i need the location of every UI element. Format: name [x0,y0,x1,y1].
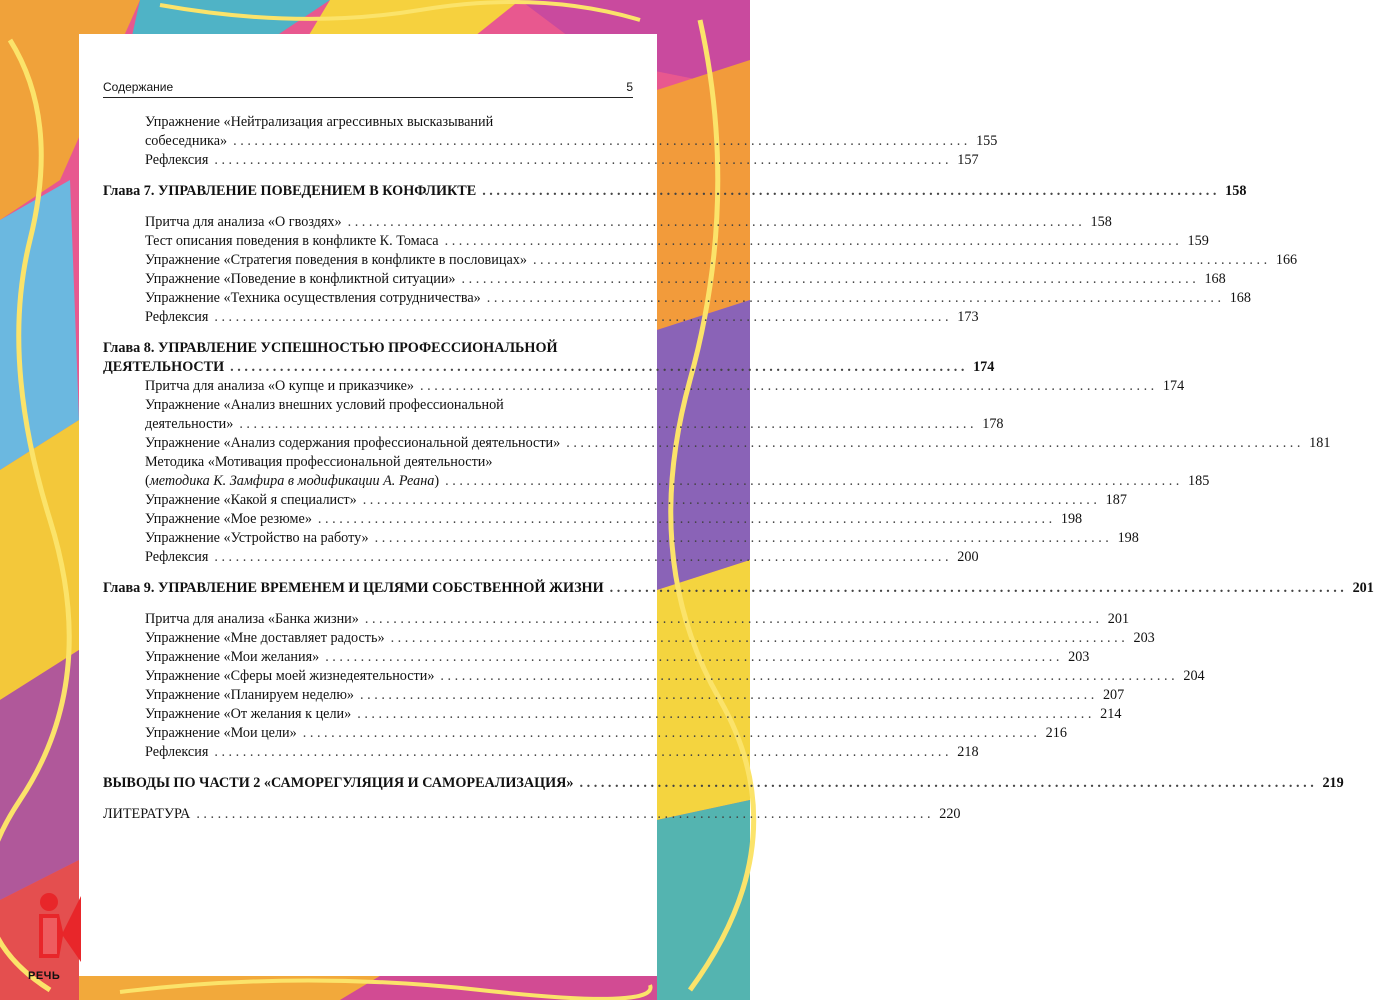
toc-entry: Упражнение «Сферы моей жизнедеятельности» . . . 204 [103,667,633,686]
toc-entry: Упражнение «Мое резюме» . . . 198 [103,510,633,529]
publisher-name: РЕЧЬ [28,970,61,982]
toc-entry: Упражнение «Какой я специалист» . . . 187 [103,491,633,510]
toc-entry-line: Методика «Мотивация профессиональной деятельности» [145,454,493,470]
toc-chapter-7: Глава 7. УПРАВЛЕНИЕ ПОВЕДЕНИЕМ В КОНФЛИКТЕ . . . 158 [103,182,633,201]
toc-entry: Упражнение «Поведение в конфликтной ситуации» . . . 168 [103,270,633,289]
header-page-number: 5 [626,80,633,94]
toc-entry: Упражнение «Мои цели» . . . 216 [103,724,633,743]
toc-entry: Притча для анализа «Банка жизни» . . . 201 [103,610,633,629]
toc-conclusions: ВЫВОДЫ ПО ЧАСТИ 2 «САМОРЕГУЛЯЦИЯ И САМОРЕАЛИЗАЦИЯ» . . . 219 [103,774,633,793]
toc-entry: Притча для анализа «О гвоздях» . . . 158 [103,213,633,232]
toc-entry: Рефлексия . . . 200 [103,548,633,567]
toc-entry: Упражнение «Устройство на работу» . . . 198 [103,529,633,548]
toc-entry: Упражнение «Мне доставляет радость» . . . 203 [103,629,633,648]
table-of-contents [103,113,1374,824]
header-title: Содержание [103,80,174,94]
chapter-8-entries [103,491,1139,567]
toc-entry: деятельности» . . . 178 [103,415,633,434]
publisher-logo-icon [35,892,85,968]
toc-entry: Рефлексия . . . 218 [103,743,633,762]
toc-entry: Тест описания поведения в конфликте К. Томаса . . . 159 [103,232,633,251]
toc-entry: собеседника» . . . 155 [103,132,633,151]
toc-entry: Упражнение «Техника осуществления сотрудничества» . . . 168 [103,289,633,308]
chapter-7-entries [103,213,1298,327]
book-page [79,34,1374,976]
toc-entry: (методика К. Замфира в модификации А. Реана) . . . 185 [103,472,633,491]
toc-chapter-9: Глава 9. УПРАВЛЕНИЕ ВРЕМЕНЕМ И ЦЕЛЯМИ СОБСТВЕННОЙ ЖИЗНИ . . . 201 [103,579,633,598]
toc-literature: ЛИТЕРАТУРА . . . 220 [103,805,633,824]
toc-entry-line: Упражнение «Нейтрализация агрессивных высказываний [145,114,494,130]
toc-entry: Рефлексия . . . 157 [103,151,633,170]
toc-entry: Притча для анализа «О купце и приказчике» . . . 174 [103,377,633,396]
toc-entry: Упражнение «Планируем неделю» . . . 207 [103,686,633,705]
toc-entry: Упражнение «Стратегия поведения в конфликте в пословицах» . . . 166 [103,251,633,270]
chapter-9-entries [103,610,1205,762]
running-header [103,77,633,98]
toc-entry: Упражнение «Мои желания» . . . 203 [103,648,633,667]
toc-chapter-8: ДЕЯТЕЛЬНОСТИ . . . 174 [103,358,633,377]
toc-entry-line: Упражнение «Анализ внешних условий профессиональной [145,397,504,413]
toc-entry: Рефлексия . . . 173 [103,308,633,327]
toc-entry: Упражнение «От желания к цели» . . . 214 [103,705,633,724]
toc-entry: Упражнение «Анализ содержания профессиональной деятельности» . . . 181 [103,434,633,453]
toc-chapter-8-line: Глава 8. УПРАВЛЕНИЕ УСПЕШНОСТЬЮ ПРОФЕССИОНАЛЬНОЙ [103,340,558,356]
